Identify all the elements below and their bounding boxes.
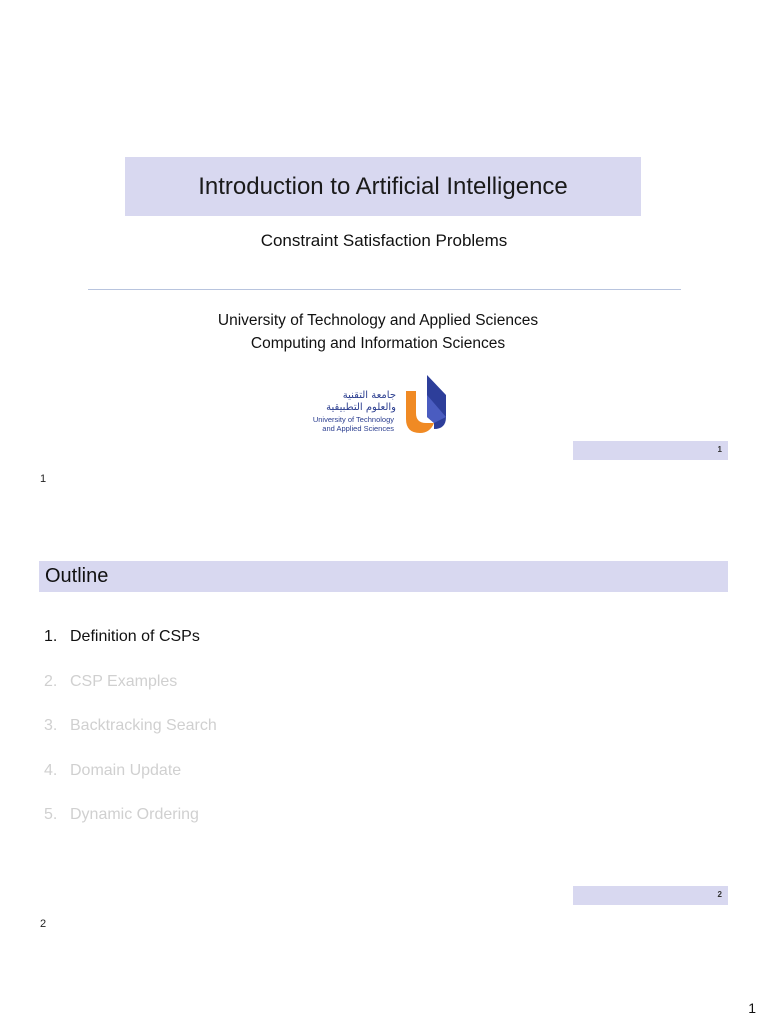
logo-mark-icon (402, 373, 450, 435)
outline-title: Outline (45, 565, 109, 587)
slide2-number-bar (573, 886, 728, 905)
university-logo (300, 373, 450, 435)
document-page-number: 1 (748, 1000, 756, 1016)
outline-item (44, 628, 200, 646)
slide1-number: 1 (717, 445, 722, 454)
logo-arabic-line2: والعلوم التطبيقية (326, 402, 396, 413)
slide1-number-bar (573, 441, 728, 460)
outline-item-number: 3. (44, 717, 58, 734)
slide1-divider (88, 289, 681, 290)
slide1-title: Introduction to Artificial Intelligence (198, 172, 568, 200)
outline-item-number: 1. (44, 628, 58, 645)
outline-item-label: Definition of CSPs (70, 628, 200, 645)
outline-item (44, 673, 177, 691)
outline-item-label: Dynamic Ordering (70, 806, 199, 823)
outline-item (44, 806, 199, 824)
outline-item-label: Domain Update (70, 762, 182, 779)
page-label-2: 2 (40, 918, 47, 930)
outline-item (44, 762, 181, 780)
department-name: Computing and Information Sciences (250, 335, 506, 352)
slide1-subtitle: Constraint Satisfaction Problems (260, 231, 508, 250)
outline-item-number: 4. (44, 762, 58, 779)
logo-english-line1: University of Technology (312, 415, 394, 424)
logo-arabic-line1: جامعة التقنية (342, 390, 396, 401)
slide1-title-box (125, 157, 641, 216)
outline-item-label: Backtracking Search (70, 717, 217, 734)
logo-english-line2: and Applied Sciences (322, 424, 394, 433)
outline-item-number: 5. (44, 806, 58, 823)
institution-name: University of Technology and Applied Sciences (217, 312, 539, 329)
outline-header (39, 561, 728, 592)
outline-item-number: 2. (44, 673, 58, 690)
outline-item-label: CSP Examples (70, 673, 178, 690)
page-label-1: 1 (40, 473, 47, 485)
outline-item (44, 717, 217, 735)
slide2-number: 2 (717, 890, 722, 899)
